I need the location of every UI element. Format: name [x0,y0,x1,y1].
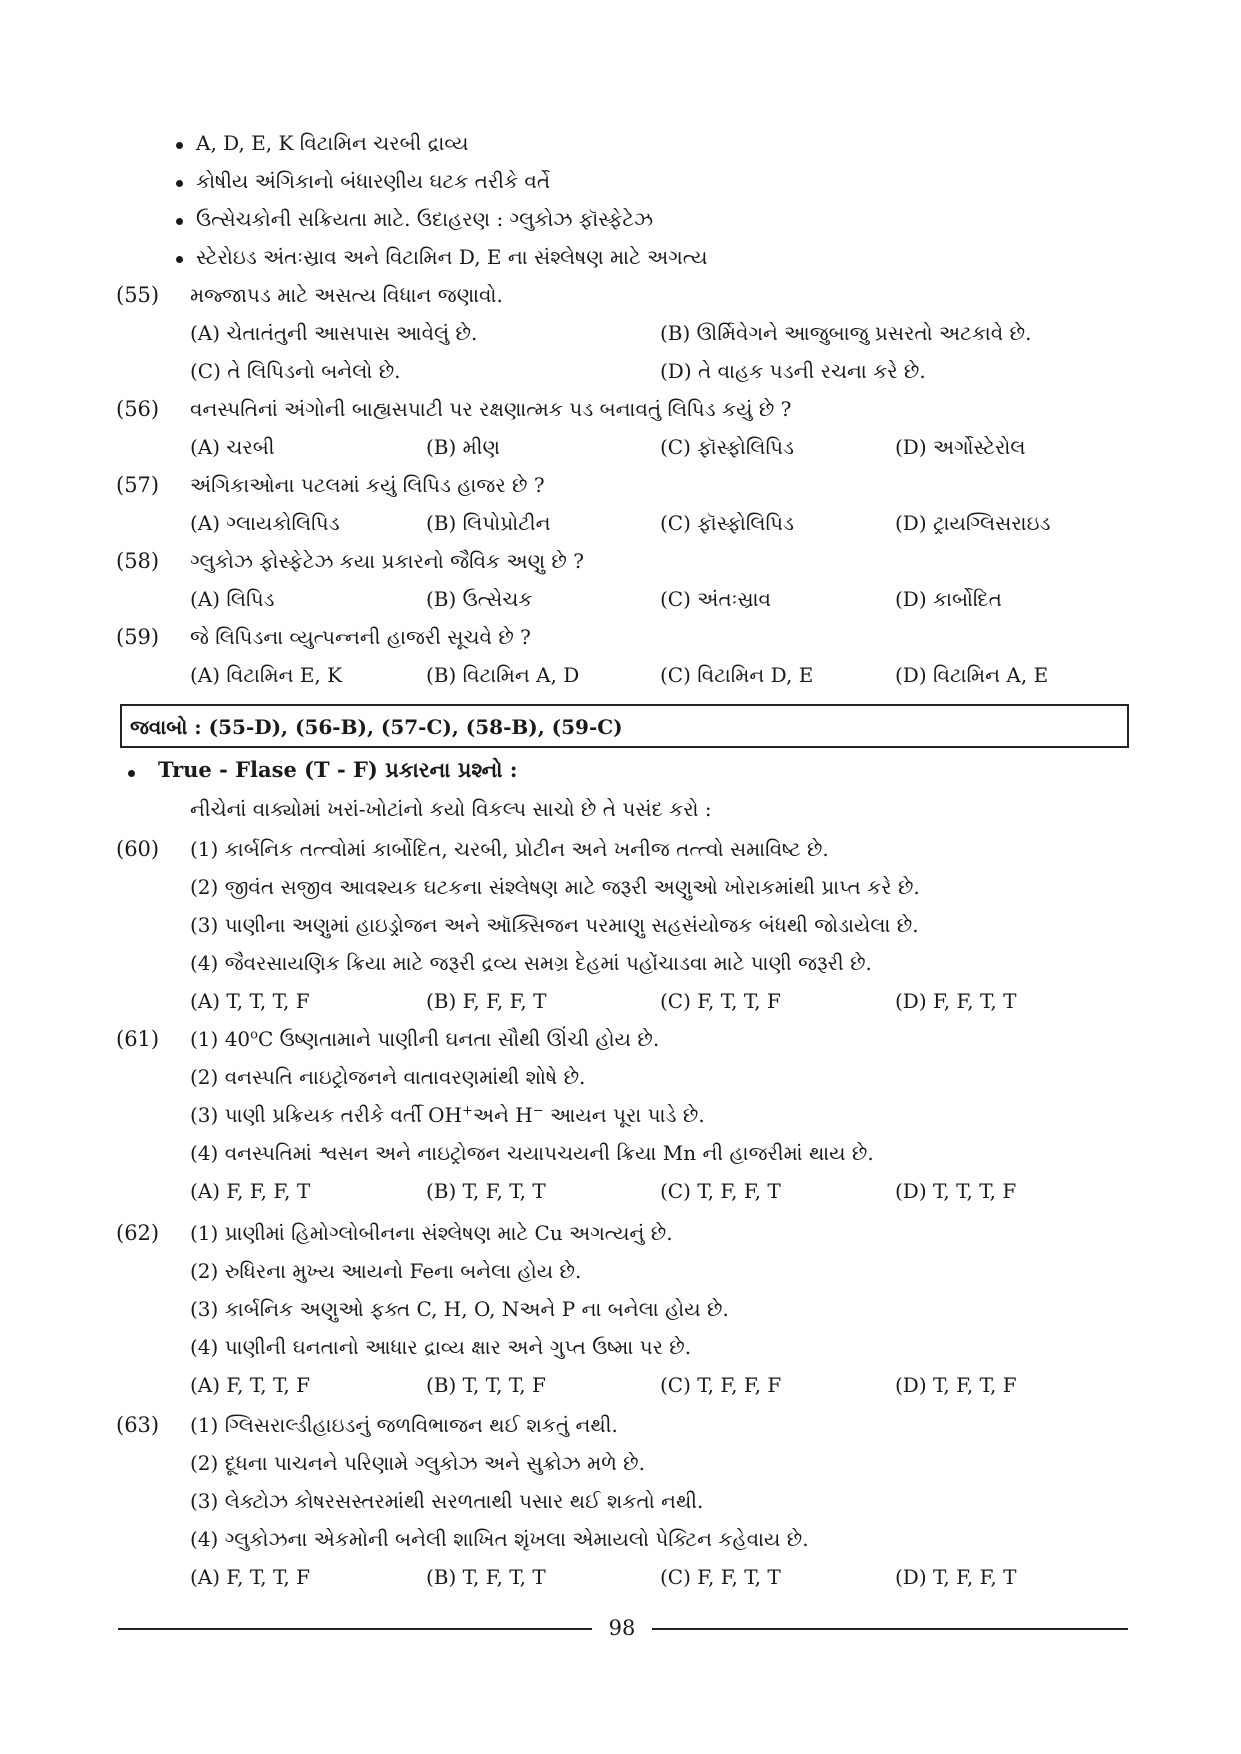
section-instruction: નીચેનાં વાક્યોમાં ખરાં-ખોટાંનો કયો વિકલ્પ સાચો છે તે પસંદ કરો : [190,797,712,821]
statement-3-mid: અને H [472,1103,533,1127]
option-b: (B) ઉત્સેચક [426,587,533,611]
statement-3: (3) લેક્ટોઝ કોષરસસ્તરમાંથી સરળતાથી પસાર થઈ શકતો નથી. [190,1489,704,1513]
minus-sup: − [532,1103,544,1119]
option-d: (D) કાર્બોદિત [895,587,1002,611]
question-number: (55) [116,283,160,307]
option-d: (D) અર્ગોસ્ટેરોલ [895,435,1026,459]
option-a: (A) ગ્લાયકોલિપિડ [190,511,340,535]
option-c: (C) વિટામિન D, E [660,663,814,687]
bullet-item: કોષીય અંગિકાનો બંધારણીય ઘટક તરીકે વર્તે [196,169,551,193]
statement-2: (2) જીવંત સજીવ આવશ્યક ઘટકના સંશ્લેષણ માટે જરૂરી અણુઓ ખોરાકમાંથી પ્રાપ્ત કરે છે. [190,875,920,899]
option-b: (B) વિટામિન A, D [426,663,580,687]
option-d: (D) T, F, T, F [895,1373,1017,1397]
bullet-icon [128,770,135,777]
bullet-icon [176,142,183,149]
option-b: (B) મીણ [426,435,500,459]
option-b: (B) T, F, T, T [426,1565,546,1589]
option-c: (C) તે લિપિડનો બનેલો છે. [190,359,401,383]
statement-1: (1) કાર્બનિક તત્ત્વોમાં કાર્બોદિત, ચરબી, પ્રોટીન અને ખનીજ તત્ત્વો સમાવિષ્ટ છે. [190,837,829,861]
question-number: (62) [116,1221,160,1245]
option-b: (B) F, F, F, T [426,989,547,1013]
statement-3 [190,1100,705,1130]
statement-1: (1) ગ્લિસરાલ્ડીહાઇડનું જળવિભાજન થઈ શકતું નથી. [190,1413,618,1437]
footer-divider-left [118,1628,592,1630]
option-b: (B) લિપોપ્રોટીન [426,511,551,535]
option-c: (C) ફૉસ્ફોલિપિડ [660,435,795,459]
option-a: (A) F, T, T, F [190,1565,310,1589]
section-title: True - Flase (T - F) પ્રકારના પ્રશ્નો : [158,757,518,782]
question-text: જે લિપિડના વ્યુત્પન્નની હાજરી સૂચવે છે ? [190,625,531,649]
option-c: (C) F, F, T, T [660,1565,781,1589]
bullet-item: ઉત્સેચકોની સક્રિયતા માટે. ઉદાહરણ : ગ્લુકોઝ ફૉસ્ફેટેઝ [196,207,654,231]
bullet-icon [176,256,183,263]
option-d: (D) T, F, F, T [895,1565,1017,1589]
option-c: (C) T, F, F, F [660,1373,782,1397]
option-d: (D) ટ્રાયગ્લિસરાઇડ [895,511,1051,535]
option-a: (A) ચરબી [190,435,275,459]
option-a: (A) લિપિડ [190,587,275,611]
option-a: (A) ચેતાતંતુની આસપાસ આવેલું છે. [190,321,478,345]
option-a: (A) F, F, F, T [190,1179,311,1203]
question-number: (58) [116,549,160,573]
statement-3: (3) પાણીના અણુમાં હાઇડ્રોજન અને ઑક્સિજન પરમાણુ સહસંયોજક બંધથી જોડાયેલા છે. [190,913,919,937]
degree-sup: o [250,1027,258,1043]
question-text: વનસ્પતિનાં અંગોની બાહ્યસપાટી પર રક્ષણાત્મક પડ બનાવતું લિપિડ કયું છે ? [190,397,792,421]
statement-4: (4) પાણીની ઘનતાનો આધાર દ્રાવ્ય ક્ષાર અને ગુપ્ત ઉષ્મા પર છે. [190,1335,692,1359]
option-a: (A) T, T, T, F [190,989,310,1013]
option-d: (D) તે વાહક પડની રચના કરે છે. [660,359,926,383]
statement-1 [190,1024,659,1054]
option-c: (C) અંતઃસ્રાવ [660,587,771,611]
footer-divider-right [652,1628,1128,1630]
statement-3: (3) કાર્બનિક અણુઓ ફક્ત C, H, O, Nઅને P ના બનેલા હોય છે. [190,1297,729,1321]
statement-3-start: (3) પાણી પ્રક્રિયક તરીકે વર્તી OH [190,1103,462,1127]
plus-sup: + [462,1103,473,1119]
statement-4: (4) વનસ્પતિમાં શ્વસન અને નાઇટ્રોજન ચયાપચયની ક્રિયા Mn ની હાજરીમાં થાય છે. [190,1141,874,1165]
statement-3-rest: આયન પૂરા પાડે છે. [543,1103,705,1127]
option-d: (D) વિટામિન A, E [895,663,1049,687]
bullet-item: સ્ટેરોઇડ અંતઃસ્રાવ અને વિટામિન D, E ના સંશ્લેષણ માટે અગત્ય [196,245,708,269]
option-a: (A) વિટામિન E, K [190,663,343,687]
statement-4: (4) જૈવરસાયણિક ક્રિયા માટે જરૂરી દ્રવ્ય સમગ્ર દેહમાં પહોંચાડવા માટે પાણી જરૂરી છે. [190,951,872,975]
question-number: (60) [116,837,160,861]
statement-2: (2) દૂધના પાચનને પરિણામે ગ્લુકોઝ અને સુક્રોઝ મળે છે. [190,1451,645,1475]
question-number: (57) [116,473,160,497]
option-b: (B) ઊર્મિવેગને આજુબાજુ પ્રસરતો અટકાવે છે. [660,321,1032,345]
answer-key-box [120,704,1129,748]
statement-1-rest: C ઉષ્ણતામાને પાણીની ઘનતા સૌથી ઊંચી હોય છે. [257,1027,660,1051]
question-number: (61) [116,1027,160,1051]
option-c: (C) T, F, F, T [660,1179,781,1203]
question-text: ગ્લુકોઝ ફોસ્ફેટેઝ કયા પ્રકારનો જૈવિક અણુ છે ? [190,549,584,573]
option-c: (C) ફૉસ્ફોલિપિડ [660,511,795,535]
question-text: અંગિકાઓના પટલમાં કયું લિપિડ હાજર છે ? [190,473,545,497]
statement-1: (1) પ્રાણીમાં હિમોગ્લોબીનના સંશ્લેષણ માટે Cu અગત્યનું છે. [190,1221,673,1245]
option-b: (B) T, F, T, T [426,1179,546,1203]
page-number: 98 [608,1616,636,1640]
question-number: (63) [116,1413,160,1437]
statement-1-start: (1) 40 [190,1027,251,1051]
option-d: (D) F, F, T, T [895,989,1017,1013]
bullet-icon [176,180,183,187]
question-text: મજ્જાપડ માટે અસત્ય વિધાન જણાવો. [190,283,503,307]
option-c: (C) F, T, T, F [660,989,781,1013]
question-number: (56) [116,397,160,421]
question-number: (59) [116,625,160,649]
bullet-item: A, D, E, K વિટામિન ચરબી દ્રાવ્ય [196,131,469,155]
bullet-icon [176,218,183,225]
statement-2: (2) વનસ્પતિ નાઇટ્રોજનને વાતાવરણમાંથી શોષે છે. [190,1065,586,1089]
option-a: (A) F, T, T, F [190,1373,310,1397]
statement-2: (2) રુધિરના મુખ્ય આયનો Feના બનેલા હોય છે. [190,1259,582,1283]
answer-key-text: જવાબો : (55-D), (56-B), (57-C), (58-B), (59-C) [130,715,623,739]
statement-4: (4) ગ્લુકોઝના એકમોની બનેલી શાખિત શૃંખલા એમાયલો પેક્ટિન કહેવાય છે. [190,1527,809,1551]
option-b: (B) T, T, T, F [426,1373,546,1397]
option-d: (D) T, T, T, F [895,1179,1017,1203]
